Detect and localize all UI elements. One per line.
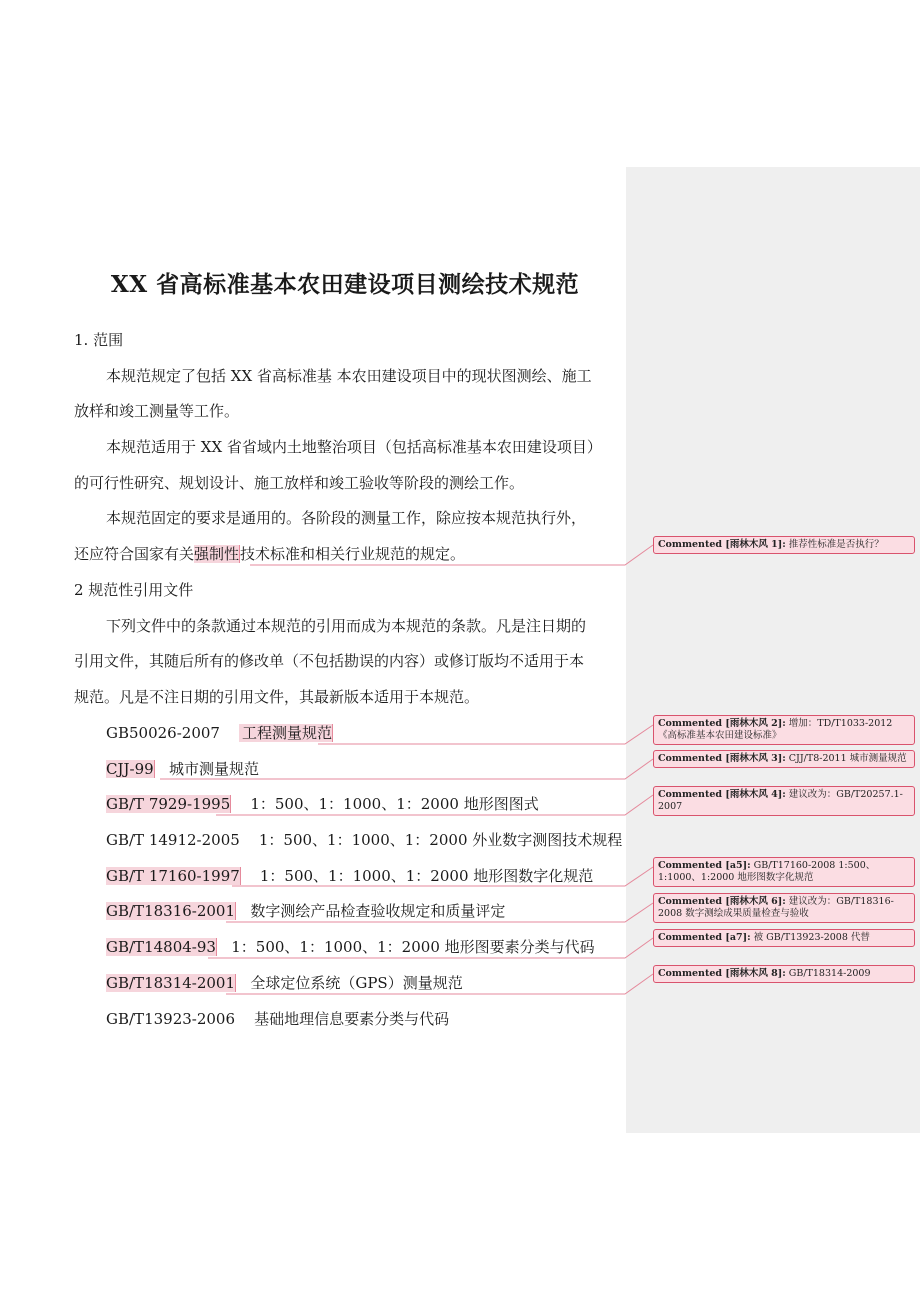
commented-text-1[interactable]: 强制性	[194, 545, 240, 563]
reference-item	[106, 793, 539, 815]
paragraph-line: 本规范规定了包括 XX 省高标准基 本农田建设项目中的现状图测绘、施工	[106, 367, 592, 385]
comment-balloon-5[interactable]	[653, 857, 915, 887]
comment-text: 增加：TD/T1033-2012《高标准基本农田建设标准》	[658, 718, 893, 741]
comment-text: GB/T17160-2008 1:500、1:1000、1:2000 地形图数字化规范	[658, 860, 876, 883]
comment-balloon-4[interactable]	[653, 786, 915, 816]
reference-item	[106, 972, 463, 994]
reference-name: 数字测绘产品检查验收规定和质量评定	[250, 902, 506, 920]
comment-balloon-7[interactable]	[653, 929, 915, 947]
commented-text-3[interactable]: CJJ-99	[106, 760, 154, 778]
section-1-heading: 1. 范围	[74, 331, 124, 349]
commented-text-8[interactable]: GB/T18314-2001	[106, 974, 236, 992]
reference-name: 1：500、1：1000、1：2000 地形图图式	[250, 795, 539, 813]
comment-author: Commented [雨林木风 3]:	[658, 753, 786, 764]
reference-item	[106, 936, 595, 958]
document-title: XX 省高标准基本农田建设项目测绘技术规范	[110, 271, 580, 298]
commented-text-4[interactable]: GB/T 7929-1995	[106, 795, 231, 813]
text-run: 技术标准和相关行业规范的规定。	[240, 545, 466, 563]
reference-name: 1：500、1：1000、1：2000 地形图数字化规范	[259, 867, 594, 885]
paragraph-line: 本规范固定的要求是通用的。各阶段的测量工作，除应按本规范执行外，	[106, 509, 587, 527]
comment-balloon-6[interactable]	[653, 893, 915, 923]
comment-author: Commented [雨林木风 8]:	[658, 968, 786, 979]
comment-balloon-1[interactable]	[653, 536, 915, 554]
reference-name: 1：500、1：1000、1：2000 外业数字测图技术规程	[258, 831, 623, 849]
comment-author: Commented [雨林木风 4]:	[658, 789, 786, 800]
reference-code: GB/T 14912-2005	[106, 831, 240, 849]
commented-text-6[interactable]: GB/T18316-2001	[106, 902, 236, 920]
paragraph-line: 下列文件中的条款通过本规范的引用而成为本规范的条款。凡是注日期的	[106, 617, 587, 635]
reference-item	[106, 758, 259, 780]
reference-item	[106, 1008, 449, 1030]
comment-balloon-3[interactable]	[653, 750, 915, 768]
reference-name: 1：500、1：1000、1：2000 地形图要素分类与代码	[231, 938, 595, 956]
text-run: 还应符合国家有关	[74, 545, 195, 563]
comment-text: 建议改为：GB/T20257.1-2007	[658, 789, 903, 812]
comment-text: 建议改为：GB/T18316-2008 数字测绘成果质量检查与验收	[658, 896, 894, 919]
reference-item	[106, 722, 333, 744]
reference-name: 城市测量规范	[168, 760, 259, 778]
reference-code: GB/T13923-2006	[106, 1010, 236, 1028]
comment-text: 被 GB/T13923-2008 代替	[753, 932, 870, 943]
comment-balloon-2[interactable]	[653, 715, 915, 745]
section-2-heading: 2 规范性引用文件	[74, 581, 194, 599]
commented-text-7[interactable]: GB/T14804-93	[106, 938, 216, 956]
reference-item	[106, 865, 593, 887]
reference-name: 全球定位系统（GPS）测量规范	[250, 974, 463, 992]
comment-author: Commented [雨林木风 2]:	[658, 718, 786, 729]
comment-text: GB/T18314-2009	[788, 968, 871, 979]
comment-author: Commented [a7]:	[658, 932, 751, 943]
comment-author: Commented [a5]:	[658, 860, 751, 871]
comment-author: Commented [雨林木风 6]:	[658, 896, 786, 907]
reference-item	[106, 829, 622, 851]
paragraph-line: 的可行性研究、规划设计、施工放样和竣工验收等阶段的测绘工作。	[74, 474, 525, 492]
comment-margin-pane	[626, 167, 920, 1133]
reference-item	[106, 900, 505, 922]
comment-balloon-8[interactable]	[653, 965, 915, 983]
reference-code: GB50026-2007	[106, 724, 220, 742]
commented-text-5[interactable]: GB/T 17160-1997	[106, 867, 240, 885]
paragraph-line: 本规范适用于 XX 省省域内土地整治项目（包括高标准基本农田建设项目）	[106, 438, 602, 456]
paragraph-line	[74, 543, 465, 565]
commented-text-2[interactable]: 工程测量规范	[239, 724, 333, 742]
comment-text: 推荐性标准是否执行？	[788, 539, 884, 550]
paragraph-line: 放样和竣工测量等工作。	[74, 402, 240, 420]
paragraph-line: 引用文件，其随后所有的修改单（不包括勘误的内容）或修订版均不适用于本	[74, 652, 585, 670]
reference-name: 基础地理信息要素分类与代码	[254, 1010, 450, 1028]
comment-text: CJJ/T8-2011 城市测量规范	[788, 753, 907, 764]
paragraph-line: 规范。凡是不注日期的引用文件，其最新版本适用于本规范。	[74, 688, 480, 706]
connector-2	[318, 725, 653, 744]
comment-author: Commented [雨林木风 1]:	[658, 539, 786, 550]
